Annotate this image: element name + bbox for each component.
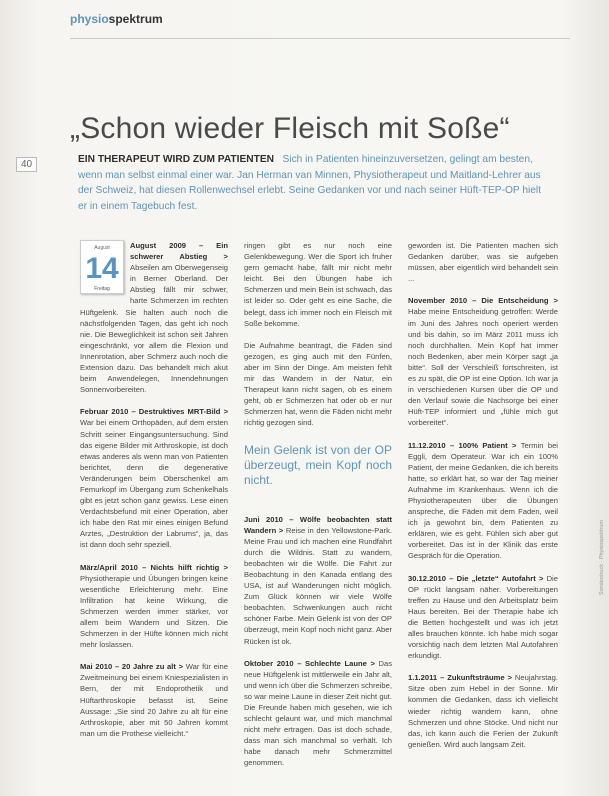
intro-text: Sich in Patienten hineinzuversetzen, gelingt am besten, wenn man selbst einmal einer war. Jan Herman van Minnen, Physiotherapeut und Maitland-Lehrer aus der Schweiz, hat diesen Rollenwechsel erlebt. Seine Gedanken vor und nach seiner Hüft-TEP-OP hielt er in einem Tagebuch fest. [78,154,542,212]
article-headline: „Schon wieder Fleisch mit Soße“ [70,112,510,145]
column-2 [244,240,392,780]
column-3 [408,240,558,761]
diary-entry: geworden ist. Die Patienten machen sich Gedanken darüber, was sie aufgeben müssen, aber eigentlich wird behandelt sein ... [408,241,558,284]
diary-entry: Februar 2010 – Destruktives MRT-Bild > War bei einem Orthopäden, auf dem ersten Schritt seiner Eingangsuntersuchung. Sind das eigene Bilder mit Arthroskopie, ist doch etwas anderes als wenn man von Patienten berichtet, denn die degenerative Veränderungen beim Oberschenkel am Femurkopf im Übergang zum Schenkelhals gibt es jetzt schon ganz gewiss. Lese einen Verdachtsbefund mit einer Operation, aber ich habe den Rat mir eines einigen Befund Arztes, „Destruktion der Labrums“, ja, das ist dann doch sehr speziell. [80,407,228,550]
pull-quote: Mein Gelenk ist von der OP überzeugt, mein Kopf noch nicht. [244,442,392,487]
diary-entry: 11.12.2010 – 100% Patient > Termin bei Eggli, dem Operateur. War ich ein 100% Patient, der meine Gedanken, die ich bereits hatte, so erklärt hat, so war der Tag meiner Aufnahme im Krankenhaus. Wenn ich die Physiotherapeuten über die Übungen anspreche, die Fäden mit dem Faden, weil ich ja gewohnt bin, dem Patienten zu erklären, wie es geht. Fühlen sich aber gut vorbereitet. Das ist in der Klinik das erste Gespräch für die Operation. [408,440,558,561]
diary-entry: 30.12.2010 – Die „letzte“ Autofahrt > Die OP rückt langsam näher. Vorbereitungen treffen zu Hause und den Arbeitsplatz beim Haus bereiten. Bei der Therapie habe ich die Betten hochgestellt und was ich jetzt alles brauchen könnte. Ich habe mich sogar vorsichtig nach dem letzten Mal Autofahren erkundigt. [408,573,558,661]
brand-part-spektrum: spektrum [108,12,163,26]
calendar-month: August [94,245,110,251]
magazine-brand [70,12,163,26]
calendar-weekday: Freitag [94,286,110,293]
diary-entry: März/April 2010 – Nichts hilft richtig > Physiotherapie und Übungen bringen keine wesentliche Erleichterung mehr. Eine Infiltration hat keine Wirkung, die Schmerzen werden immer stärker, vor allem beim Wandern und Sitzen. Die Schmerzen in der Hüfte können mich nicht mehr loslassen. [80,562,228,650]
page-number: 40 [16,157,37,172]
diary-entry: Die Aufnahme beantragt, die Fäden sind gezogen, es ging auch mit den Fünfen, aber im Sinn der Dinge. Am meisten fehlt mir das Wandern in der Natur, ein Therapeut kann nicht sagen, ob es einem geht, ob er Schmerzen hat oder ob er nur Schmerzen hat, wenn die Fäden nicht mehr richtig gezogen sind. [244,340,392,428]
diary-entry: November 2010 – Die Entscheidung > Habe meine Entscheidung getroffen: Werde im Juni des Jahres noch operiert werden und bis dahin, so im März 2011 muss ich noch durchhalten. Mein Kopf hat immer noch Bedenken, aber mein Körper sagt „ja bitte“. Soll der Verschleiß fortschreiten, ist es zu spät, die OP ist eine Option. Ich war ja in verschiedenen Kursen über die OP und den Verlauf sowie die Nachsorge bei einer Hüft-TEP informiert und „fühle mich gut vorbereitet“. [408,296,558,428]
diary-entry: Oktober 2010 – Schlechte Laune > Das neue Hüftgelenk ist mittlerweile ein Jahr alt, und wenn ich über die Schmerzen schreibe, so war meine Laune in dieser Zeit nicht gut. Die Freunde haben mich gesehen, wie ich schlecht gelaunt war, und mich manchmal nicht mehr ertragen. Das ist doch schade, dass man sich manchmal so verhält. Ich habe danach mehr Schmerzmittel genommen. [244,658,392,768]
diary-entry: August 2009 – Ein schwerer Abstieg > Abseilen am Oberwegenseig in Berner Oberland. Der Abstieg fällt mir schwer, harte Schmerzen im rechten Hüftgelenk. Sie halten auch noch die nächstfolgenden Tagen, das geht ich noch nie. Die Beweglichkeit ist schon seit Jahren eingeschränkt, vor allem die Flexion und Innenrotation, aber Schmerz auch noch die Extension dazu. Das behandelt mich akut beim Anwendelegen, Innendehnungen Sonnenvorbereiten. [80,241,228,395]
diary-entry: ringen gibt es nur noch eine Gelenkbewegung. Wer die Sport ich fruher gern gemacht habe, fällt mir nicht mehr leicht. Bei den Übungen habe ich Schmerzen und mein Bein ist schwach, das ist leider so. Oder geht es eine Sache, die belegt, dass ich immer noch ein Fleisch mit Soße bekomme. [244,241,392,328]
diary-entry: Juni 2010 – Wölfe beobachten statt Wandern > Reise in den Yellowstone-Park. Meine Frau und ich machen eine Rundfahrt durch die Wildnis. Statt zu wandern, beobachten wir die Wölfe. Die Fahrt zur Beobachtung in den Kanada entlang des USA, ist auf Wanderungen nicht möglich. Zum Glück können wir viele Wölfe beobachten. Schwenkungen auch nicht schöner Farbe. Mein Gelenk ist von der OP überzeugt, mein Kopf noch nicht ganz. Aber Rücken ist ok. [244,514,392,646]
diary-entry: Mai 2010 – 20 Jahre zu alt > War für eine Zweitmeinung bei einem Kniespezialisten in Bern, der mit Endoprothetik und Hüftarthroskopie befasst ist. Seine Aussage: „Sie sind 20 Jahre zu alt für eine Arthroskopie, aber mit 50 Jahren kommt man um die Prothese vielleicht.“ [80,662,228,738]
side-margin-text: Sonderdruck · Physiospektrum [599,520,605,596]
calendar-day: 14 [85,252,119,286]
column-1 [80,240,228,750]
article-intro [78,152,550,214]
diary-entry: 1.1.2011 – Zukunftsträume > Neujahrstag. Sitze oben zum Hebel in der Sonne. Mir kommen die Gedanken, dass ich vielleicht wieder richtig wandern kann, ohne Schmerzen und ohne Stöcke. Und nicht nur das, ich kann auch die Ferien der Zukunft genießen. Wird auch langsam Zeit. [408,673,558,749]
brand-part-physio: physio [70,12,109,26]
header-rule [70,38,570,39]
intro-kicker: EIN THERAPEUT WIRD ZUM PATIENTEN [78,154,275,165]
calendar-icon [80,240,124,294]
